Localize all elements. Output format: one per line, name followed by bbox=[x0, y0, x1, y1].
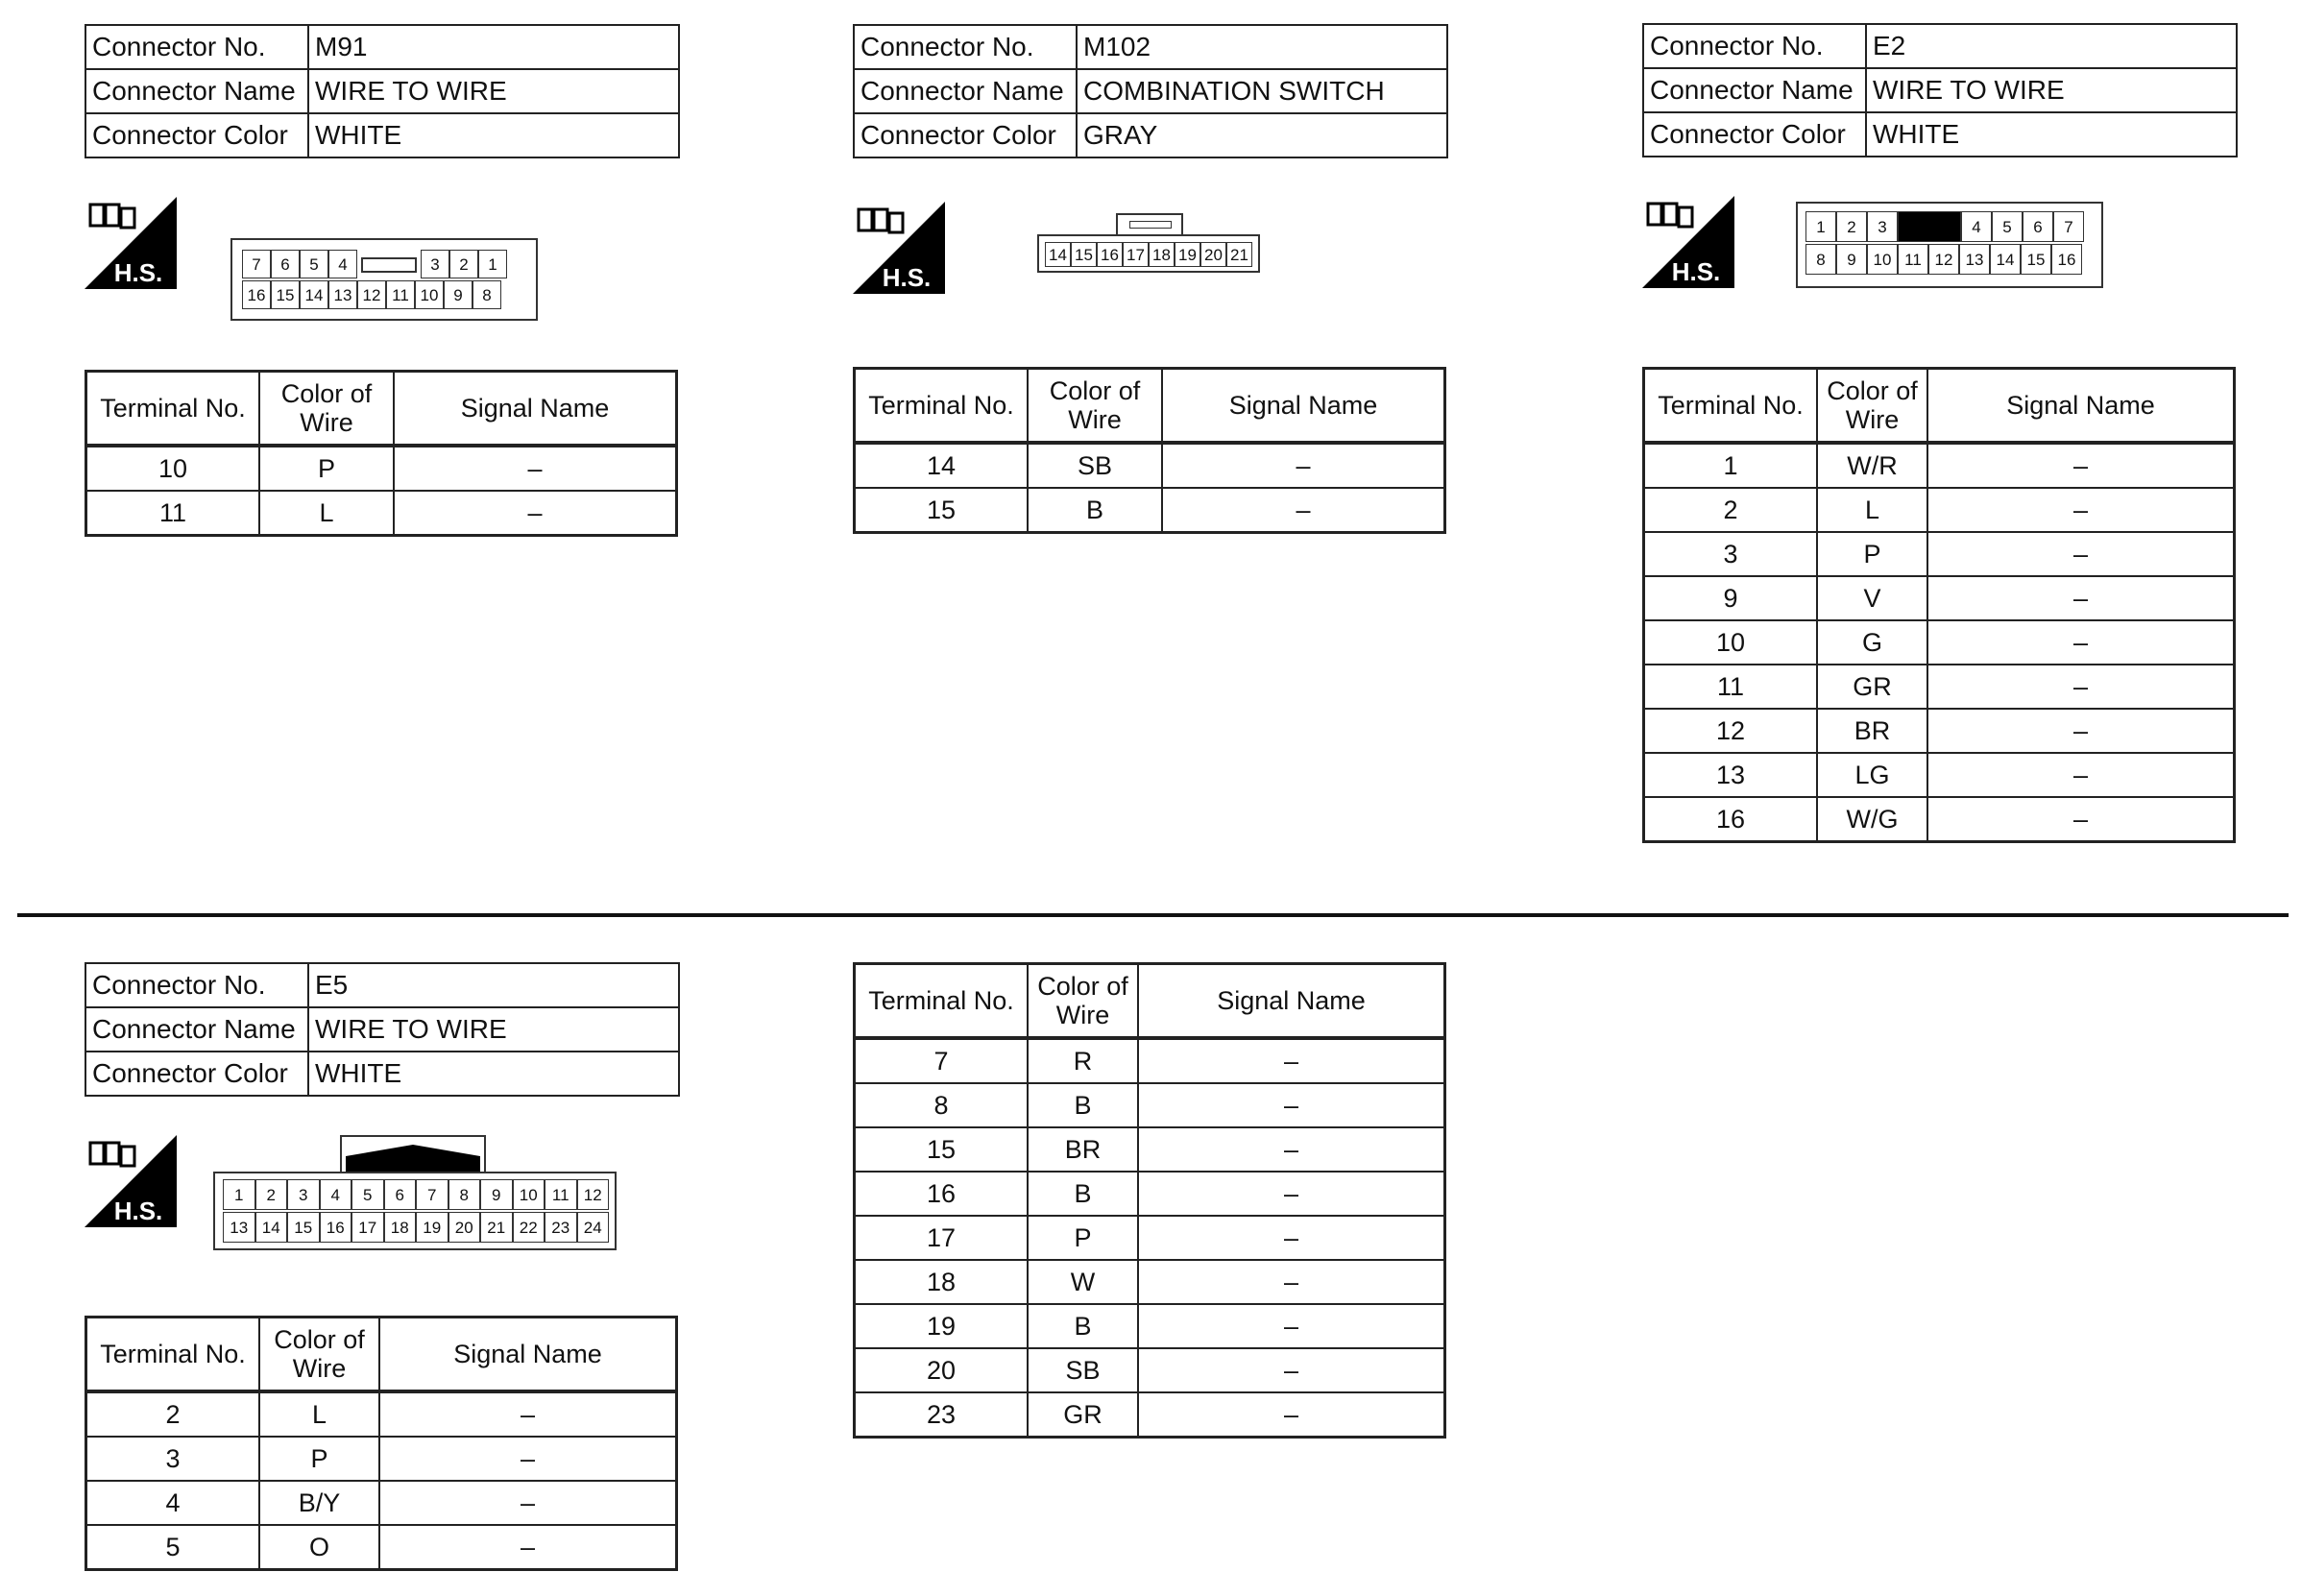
connector-face-e5 bbox=[213, 1135, 617, 1250]
connector-pin: 2 bbox=[1836, 211, 1867, 242]
harness-side-icon bbox=[85, 197, 177, 289]
connector-no-value: M91 bbox=[308, 25, 679, 69]
table-row: 17 P – bbox=[855, 1216, 1445, 1260]
connector-pin: 23 bbox=[545, 1212, 577, 1243]
harness-side-icon bbox=[853, 202, 945, 294]
connector-pin: 15 bbox=[1071, 242, 1097, 267]
connector-color-value: WHITE bbox=[308, 1052, 679, 1096]
label-connector-name: Connector Name bbox=[85, 69, 308, 113]
connector-pin: 7 bbox=[416, 1179, 448, 1210]
connector-pin: 4 bbox=[328, 250, 357, 278]
terminal-table-e2: Terminal No. Color of Wire Signal Name 1 W/R – 2 L – 3 P – 9 V – 10 G – 11 GR – 12 BR – 13 LG – 16 W/G – bbox=[1642, 367, 2236, 843]
connector-info-e5: Connector No. E5 Connector Name WIRE TO WIRE Connector Color WHITE bbox=[85, 962, 680, 1097]
connector-pin: 11 bbox=[1898, 244, 1928, 275]
connector-info-m91 bbox=[85, 24, 680, 158]
table-row: 8 B – bbox=[855, 1083, 1445, 1127]
connector-color-value: GRAY bbox=[1077, 113, 1447, 157]
connector-pin: 1 bbox=[1805, 211, 1836, 242]
connector-pin: 17 bbox=[1123, 242, 1149, 267]
connector-pin: 8 bbox=[473, 280, 501, 309]
connector-pin: 10 bbox=[1867, 244, 1898, 275]
svg-text:H.S.: H.S. bbox=[882, 263, 932, 292]
connector-pin: 4 bbox=[320, 1179, 352, 1210]
connector-pin: 14 bbox=[255, 1212, 288, 1243]
table-row: 15 B – bbox=[855, 488, 1445, 533]
connector-pin: 17 bbox=[351, 1212, 384, 1243]
connector-pin: 24 bbox=[577, 1212, 610, 1243]
header-terminal-no: Terminal No. bbox=[86, 372, 260, 447]
connector-pin bbox=[357, 250, 421, 278]
connector-face-m91 bbox=[230, 238, 538, 321]
connector-pin: 21 bbox=[1226, 242, 1252, 267]
connector-face-m102 bbox=[1037, 213, 1260, 273]
connector-pin: 12 bbox=[357, 280, 386, 309]
table-row: 13 LG – bbox=[1644, 753, 2235, 797]
table-row: 5 O – bbox=[86, 1525, 677, 1570]
connector-no-value: M102 bbox=[1077, 25, 1447, 69]
connector-pin: 8 bbox=[1805, 244, 1836, 275]
connector-pin: 16 bbox=[242, 280, 271, 309]
connector-pin: 3 bbox=[287, 1179, 320, 1210]
connector-pin: 19 bbox=[416, 1212, 448, 1243]
connector-pin: 6 bbox=[2023, 211, 2053, 242]
connector-pin: 9 bbox=[480, 1179, 513, 1210]
connector-pin: 12 bbox=[1928, 244, 1959, 275]
connector-pin: 15 bbox=[2021, 244, 2051, 275]
connector-pin: 11 bbox=[545, 1179, 577, 1210]
terminal-table-m102: Terminal No. Color of Wire Signal Name 14 SB – 15 B – bbox=[853, 367, 1446, 534]
harness-side-icon bbox=[85, 1135, 177, 1227]
connector-pin: 16 bbox=[2051, 244, 2082, 275]
connector-pin: 5 bbox=[300, 250, 328, 278]
connector-pin: 3 bbox=[421, 250, 449, 278]
terminal-table-e5-continued: Terminal No. Color of Wire Signal Name 7 R – 8 B – 15 BR – 16 B – 17 P – 18 W – 19 B – 20 SB – 23 GR – bbox=[853, 962, 1446, 1439]
table-row: 11 L – bbox=[86, 491, 677, 536]
connector-pin: 13 bbox=[328, 280, 357, 309]
connector-pin: 14 bbox=[1045, 242, 1071, 267]
connector-pin: 20 bbox=[448, 1212, 481, 1243]
harness-side-icon bbox=[1642, 196, 1734, 288]
connector-pin: 16 bbox=[1097, 242, 1123, 267]
table-row: 20 SB – bbox=[855, 1348, 1445, 1392]
connector-pin: 7 bbox=[2053, 211, 2084, 242]
svg-text:H.S.: H.S. bbox=[1671, 257, 1721, 286]
table-row: 14 SB – bbox=[855, 443, 1445, 488]
svg-text:H.S.: H.S. bbox=[113, 1197, 163, 1225]
connector-pin: 10 bbox=[513, 1179, 545, 1210]
table-row: 16 W/G – bbox=[1644, 797, 2235, 842]
hs-label: H.S. bbox=[113, 258, 163, 287]
connector-info-m102: Connector No. M102 Connector Name COMBINATION SWITCH Connector Color GRAY bbox=[853, 24, 1448, 158]
connector-pin: 18 bbox=[384, 1212, 417, 1243]
connector-pin: 14 bbox=[300, 280, 328, 309]
connector-color-value: WHITE bbox=[1866, 112, 2237, 157]
connector-face-e2 bbox=[1796, 202, 2103, 288]
section-divider bbox=[17, 913, 2289, 917]
connector-pin: 19 bbox=[1175, 242, 1200, 267]
connector-pin: 10 bbox=[415, 280, 444, 309]
table-row: 23 GR – bbox=[855, 1392, 1445, 1438]
connector-pin: 3 bbox=[1867, 211, 1898, 242]
table-row: 18 W – bbox=[855, 1260, 1445, 1304]
table-row: 7 R – bbox=[855, 1038, 1445, 1083]
table-row: 4 B/Y – bbox=[86, 1481, 677, 1525]
connector-pin: 9 bbox=[1836, 244, 1867, 275]
connector-pin: 15 bbox=[287, 1212, 320, 1243]
table-row: 16 B – bbox=[855, 1172, 1445, 1216]
table-row: 10 G – bbox=[1644, 620, 2235, 665]
connector-pin: 9 bbox=[444, 280, 473, 309]
connector-pin: 13 bbox=[223, 1212, 255, 1243]
connector-name-value: WIRE TO WIRE bbox=[308, 1007, 679, 1052]
connector-pin: 1 bbox=[223, 1179, 255, 1210]
connector-info-e2: Connector No. E2 Connector Name WIRE TO WIRE Connector Color WHITE bbox=[1642, 23, 2238, 157]
connector-pin: 5 bbox=[1992, 211, 2023, 242]
connector-pin: 8 bbox=[448, 1179, 481, 1210]
connector-color-value: WHITE bbox=[308, 113, 679, 157]
connector-pin: 12 bbox=[577, 1179, 610, 1210]
terminal-table-m91 bbox=[85, 370, 678, 537]
connector-pin: 6 bbox=[384, 1179, 417, 1210]
connector-pin: 20 bbox=[1200, 242, 1226, 267]
table-row: 11 GR – bbox=[1644, 665, 2235, 709]
header-color-of-wire: Color of Wire bbox=[259, 372, 394, 447]
table-row: 2 L – bbox=[1644, 488, 2235, 532]
table-row: 3 P – bbox=[1644, 532, 2235, 576]
connector-pin: 1 bbox=[478, 250, 507, 278]
connector-pin: 4 bbox=[1961, 211, 1992, 242]
connector-pin bbox=[1898, 211, 1961, 242]
connector-pin: 2 bbox=[255, 1179, 288, 1210]
connector-pin: 5 bbox=[351, 1179, 384, 1210]
connector-pin: 22 bbox=[513, 1212, 545, 1243]
connector-name-value: WIRE TO WIRE bbox=[1866, 68, 2237, 112]
table-row: 12 BR – bbox=[1644, 709, 2235, 753]
table-row: 2 L – bbox=[86, 1391, 677, 1437]
table-row: 19 B – bbox=[855, 1304, 1445, 1348]
table-row: 15 BR – bbox=[855, 1127, 1445, 1172]
label-connector-color: Connector Color bbox=[85, 113, 308, 157]
header-signal-name: Signal Name bbox=[394, 372, 677, 447]
connector-name-value: WIRE TO WIRE bbox=[308, 69, 679, 113]
connector-pin: 11 bbox=[386, 280, 415, 309]
label-connector-no: Connector No. bbox=[85, 25, 308, 69]
table-row: 3 P – bbox=[86, 1437, 677, 1481]
connector-pin: 18 bbox=[1149, 242, 1175, 267]
connector-pin: 7 bbox=[242, 250, 271, 278]
connector-pin: 16 bbox=[320, 1212, 352, 1243]
connector-no-value: E5 bbox=[308, 963, 679, 1007]
connector-pin: 15 bbox=[271, 280, 300, 309]
table-row: 10 P – bbox=[86, 446, 677, 491]
connector-pin: 14 bbox=[1990, 244, 2021, 275]
terminal-table-e5: Terminal No. Color of Wire Signal Name 2 L – 3 P – 4 B/Y – 5 O – bbox=[85, 1316, 678, 1571]
table-row: 9 V – bbox=[1644, 576, 2235, 620]
connector-pin: 6 bbox=[271, 250, 300, 278]
connector-pin: 21 bbox=[480, 1212, 513, 1243]
connector-pin: 2 bbox=[449, 250, 478, 278]
connector-name-value: COMBINATION SWITCH bbox=[1077, 69, 1447, 113]
table-row: 1 W/R – bbox=[1644, 443, 2235, 488]
connector-pin: 13 bbox=[1959, 244, 1990, 275]
connector-no-value: E2 bbox=[1866, 24, 2237, 68]
